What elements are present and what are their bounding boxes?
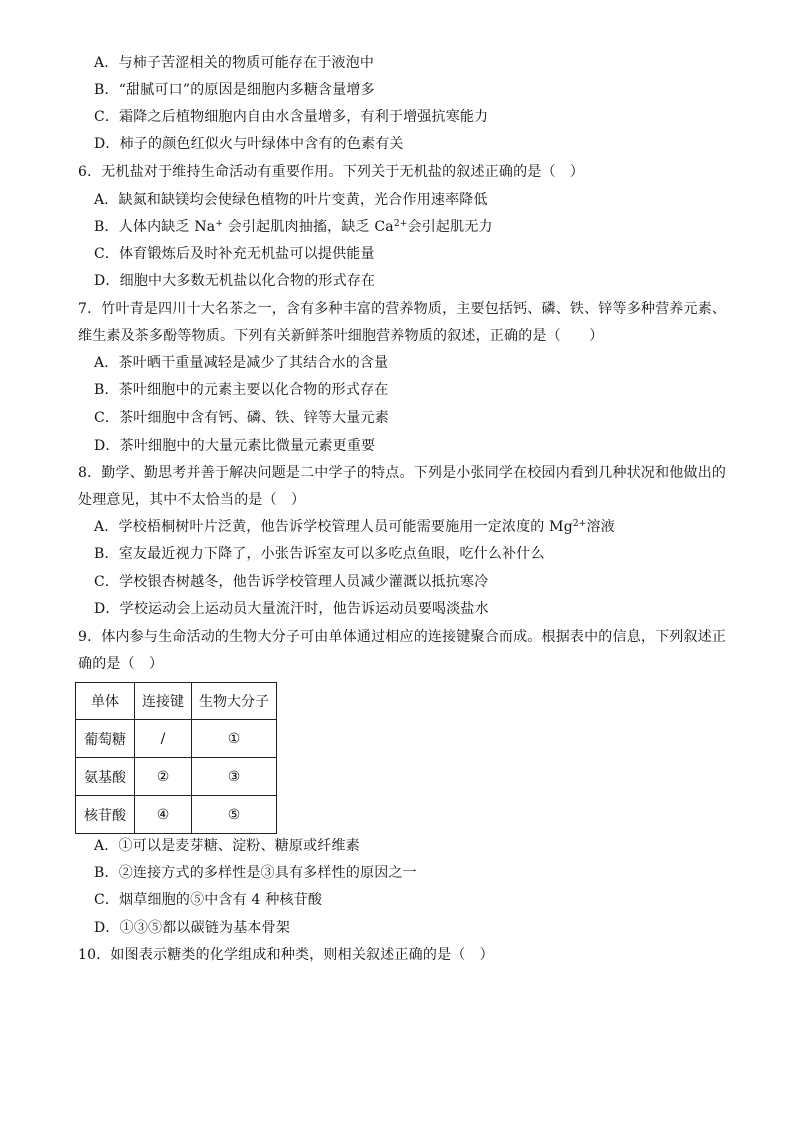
q9-option-a: A．①可以是麦芽糖、淀粉、糖原或纤维素 — [94, 838, 360, 854]
q7-stem-line-2: 维生素及茶多酚等物质。下列有关新鲜茶叶细胞营养物质的叙述，正确的是（ ） — [78, 328, 604, 344]
q9-option-d: D．①③⑤都以碳链为基本骨架 — [94, 920, 291, 936]
q8-option-a-text-2: 溶液 — [586, 519, 615, 535]
q8-option-a-text-1: A．学校梧桐树叶片泛黄，他告诉学校管理人员可能需要施用一定浓度的 Mg — [94, 519, 573, 535]
q6-option-c: C．体育锻炼后及时补充无机盐可以提供能量 — [94, 246, 375, 262]
q6-stem: 6．无机盐对于维持生命活动有重要作用。下列关于无机盐的叙述正确的是（ ） — [78, 164, 585, 180]
q7-option-d: D．茶叶细胞中的大量元素比微量元素更重要 — [94, 438, 376, 454]
table-header-cell: 生物大分子 — [192, 683, 277, 720]
q9-stem-line-1: 9．体内参与生命活动的生物大分子可由单体通过相应的连接键聚合而成。根据表中的信息，下列叙述正 — [78, 629, 727, 645]
q8-option-b: B．室友最近视力下降了，小张告诉室友可以多吃点鱼眼，吃什么补什么 — [94, 546, 545, 562]
table-cell: 核苷酸 — [76, 796, 135, 834]
q7-option-a: A．茶叶晒干重量减轻是减少了其结合水的含量 — [94, 355, 389, 371]
q8-option-a-sup: 2+ — [572, 519, 587, 529]
q7-stem-line-1: 7．竹叶青是四川十大名茶之一，含有多种丰富的营养物质，主要包括钙、磷、铁、锌等多种营养元素、 — [78, 301, 727, 317]
q7-option-b: B．茶叶细胞中的元素主要以化合物的形式存在 — [94, 382, 389, 398]
table-cell: ② — [135, 758, 192, 796]
q5-option-c: C．霜降之后植物细胞内自由水含量增多，有利于增强抗寒能力 — [94, 109, 489, 125]
table-cell: ④ — [135, 796, 192, 834]
q6-option-a: A．缺氮和缺镁均会使绿色植物的叶片变黄，光合作用速率降低 — [94, 192, 488, 208]
monomer-table — [75, 682, 277, 834]
table-header-row — [76, 683, 277, 720]
table-cell: / — [135, 720, 192, 758]
q6-option-b — [94, 217, 493, 237]
table-cell: ① — [192, 720, 277, 758]
q6-option-b-text-2: 会引起肌肉抽搐，缺乏 Ca — [223, 219, 394, 235]
q6-option-b-text-3: 会引起肌无力 — [407, 219, 493, 235]
table-header-cell: 单体 — [76, 683, 135, 720]
q8-option-d: D．学校运动会上运动员大量流汗时，他告诉运动员要喝淡盐水 — [94, 601, 489, 617]
q9-stem-line-2: 确的是（ ） — [78, 656, 164, 672]
q9-option-c: C．烟草细胞的⑤中含有 4 种核苷酸 — [94, 892, 323, 908]
q6-option-d: D．细胞中大多数无机盐以化合物的形式存在 — [94, 273, 376, 289]
table-row — [76, 720, 277, 758]
q8-option-a — [94, 517, 615, 537]
table-cell: 葡萄糖 — [76, 720, 135, 758]
q8-stem-line-2: 处理意见，其中不太恰当的是（ ） — [78, 492, 306, 508]
q8-option-c: C．学校银杏树越冬，他告诉学校管理人员减少灌溉以抵抗寒冷 — [94, 574, 489, 590]
table-cell: ③ — [192, 758, 277, 796]
q6-option-b-text-1: B．人体内缺乏 Na — [94, 219, 216, 235]
q10-stem: 10．如图表示糖类的化学组成和种类，则相关叙述正确的是（ ） — [78, 947, 494, 963]
table-row — [76, 758, 277, 796]
table-cell: 氨基酸 — [76, 758, 135, 796]
q5-option-d: D．柿子的颜色红似火与叶绿体中含有的色素有关 — [94, 136, 404, 152]
q5-option-b: B．“甜腻可口”的原因是细胞内多糖含量增多 — [94, 82, 375, 98]
q6-option-b-sup-1: + — [215, 219, 224, 229]
q9-option-b: B．②连接方式的多样性是③具有多样性的原因之一 — [94, 865, 417, 881]
q5-option-a: A．与柿子苦涩相关的物质可能存在于液泡中 — [94, 55, 375, 71]
table-cell: ⑤ — [192, 796, 277, 834]
table-header-cell: 连接键 — [135, 683, 192, 720]
q8-stem-line-1: 8．勤学、勤思考并善于解决问题是二中学子的特点。下列是小张同学在校园内看到几种状况和他做出的 — [78, 465, 727, 481]
q6-option-b-sup-2: 2+ — [393, 219, 408, 229]
table-row — [76, 796, 277, 834]
q7-option-c: C．茶叶细胞中含有钙、磷、铁、锌等大量元素 — [94, 410, 389, 426]
